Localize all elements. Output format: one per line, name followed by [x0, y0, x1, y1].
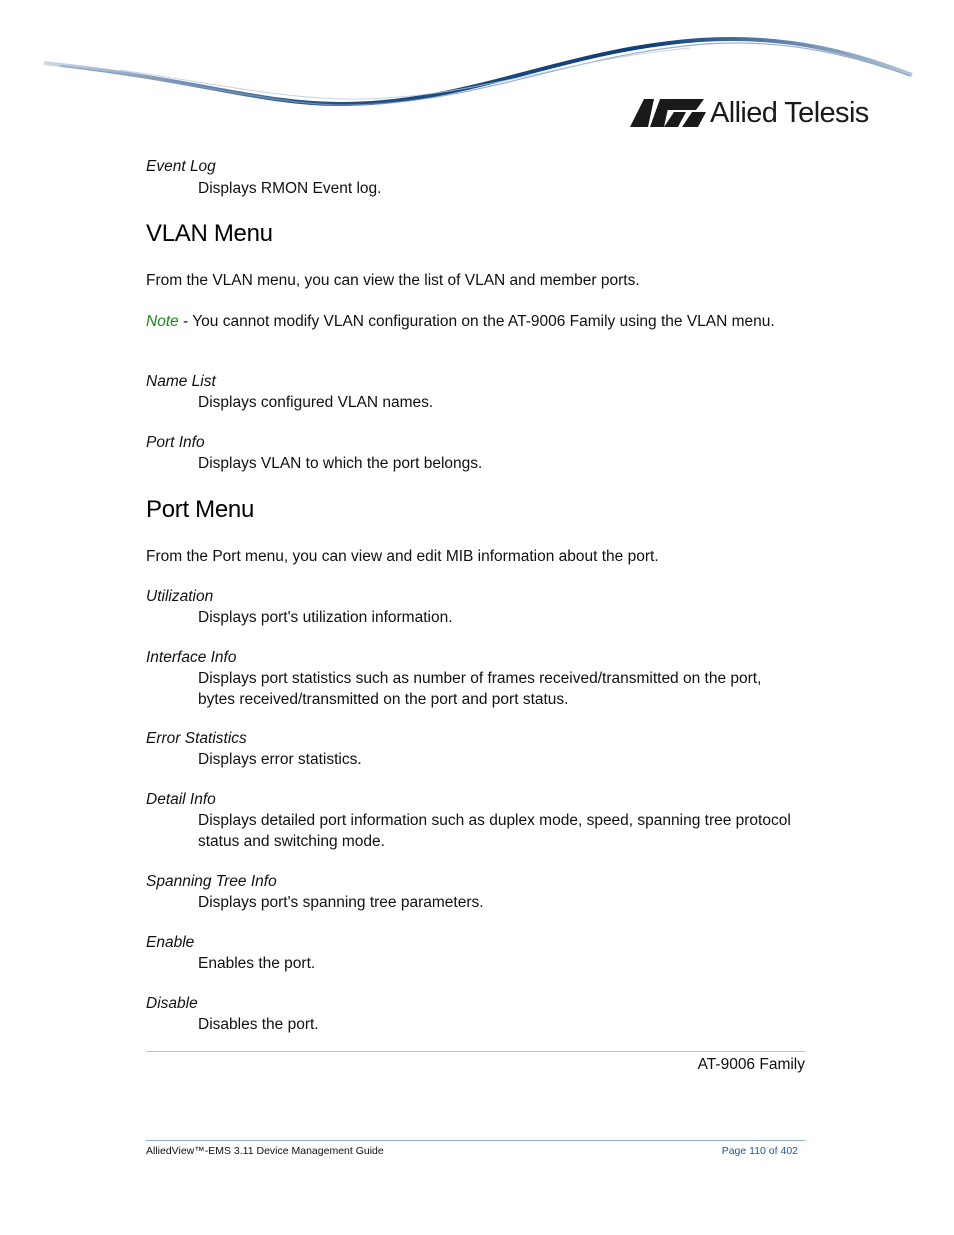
term-enable: Enable — [146, 934, 195, 951]
footer-guide-title: AlliedView™-EMS 3.11 Device Management Guide — [146, 1145, 384, 1157]
desc-interface-info: Displays port statistics such as number of frames received/transmitted on the port, bytes received/transmitted on the port and port status. — [198, 670, 762, 708]
term-interface-info: Interface Info — [146, 649, 237, 666]
product-family-label: AT-9006 Family — [697, 1056, 805, 1073]
term-error-statistics: Error Statistics — [146, 730, 247, 747]
heading-port-menu: Port Menu — [146, 496, 255, 523]
desc-spanning-tree-info: Displays port's spanning tree parameters. — [198, 894, 484, 911]
note-label: Note — [146, 313, 179, 330]
desc-event-log: Displays RMON Event log. — [198, 180, 382, 197]
term-spanning-tree-info: Spanning Tree Info — [146, 873, 277, 890]
note-text: - You cannot modify VLAN configuration on the AT-9006 Family using the VLAN menu. — [178, 313, 775, 330]
term-utilization: Utilization — [146, 588, 214, 605]
footer-divider — [146, 1140, 805, 1141]
vlan-intro: From the VLAN menu, you can view the list of VLAN and member ports. — [146, 272, 640, 289]
header-swoosh-graphic — [0, 0, 954, 160]
term-detail-info: Detail Info — [146, 791, 216, 808]
section-divider — [146, 1051, 805, 1052]
desc-error-statistics: Displays error statistics. — [198, 751, 362, 768]
desc-name-list: Displays configured VLAN names. — [198, 394, 434, 411]
footer-page-number: Page 110 of 402 — [721, 1145, 798, 1157]
vlan-note — [146, 312, 796, 333]
desc-enable: Enables the port. — [198, 955, 316, 972]
desc-disable: Disables the port. — [198, 1016, 319, 1033]
desc-utilization: Displays port's utilization information. — [198, 609, 453, 626]
heading-vlan-menu: VLAN Menu — [146, 220, 273, 247]
desc-port-info: Displays VLAN to which the port belongs. — [198, 455, 483, 472]
term-name-list: Name List — [146, 373, 216, 390]
term-disable: Disable — [146, 995, 198, 1012]
allied-telesis-logo-mark-icon — [630, 98, 706, 128]
allied-telesis-logo — [630, 98, 869, 128]
term-port-info: Port Info — [146, 434, 205, 451]
term-event-log: Event Log — [146, 158, 216, 175]
port-intro: From the Port menu, you can view and edit MIB information about the port. — [146, 548, 659, 565]
brand-name: Allied Telesis — [710, 96, 869, 129]
desc-detail-info: Displays detailed port information such as duplex mode, speed, spanning tree protocol status and switching mode. — [198, 812, 791, 850]
